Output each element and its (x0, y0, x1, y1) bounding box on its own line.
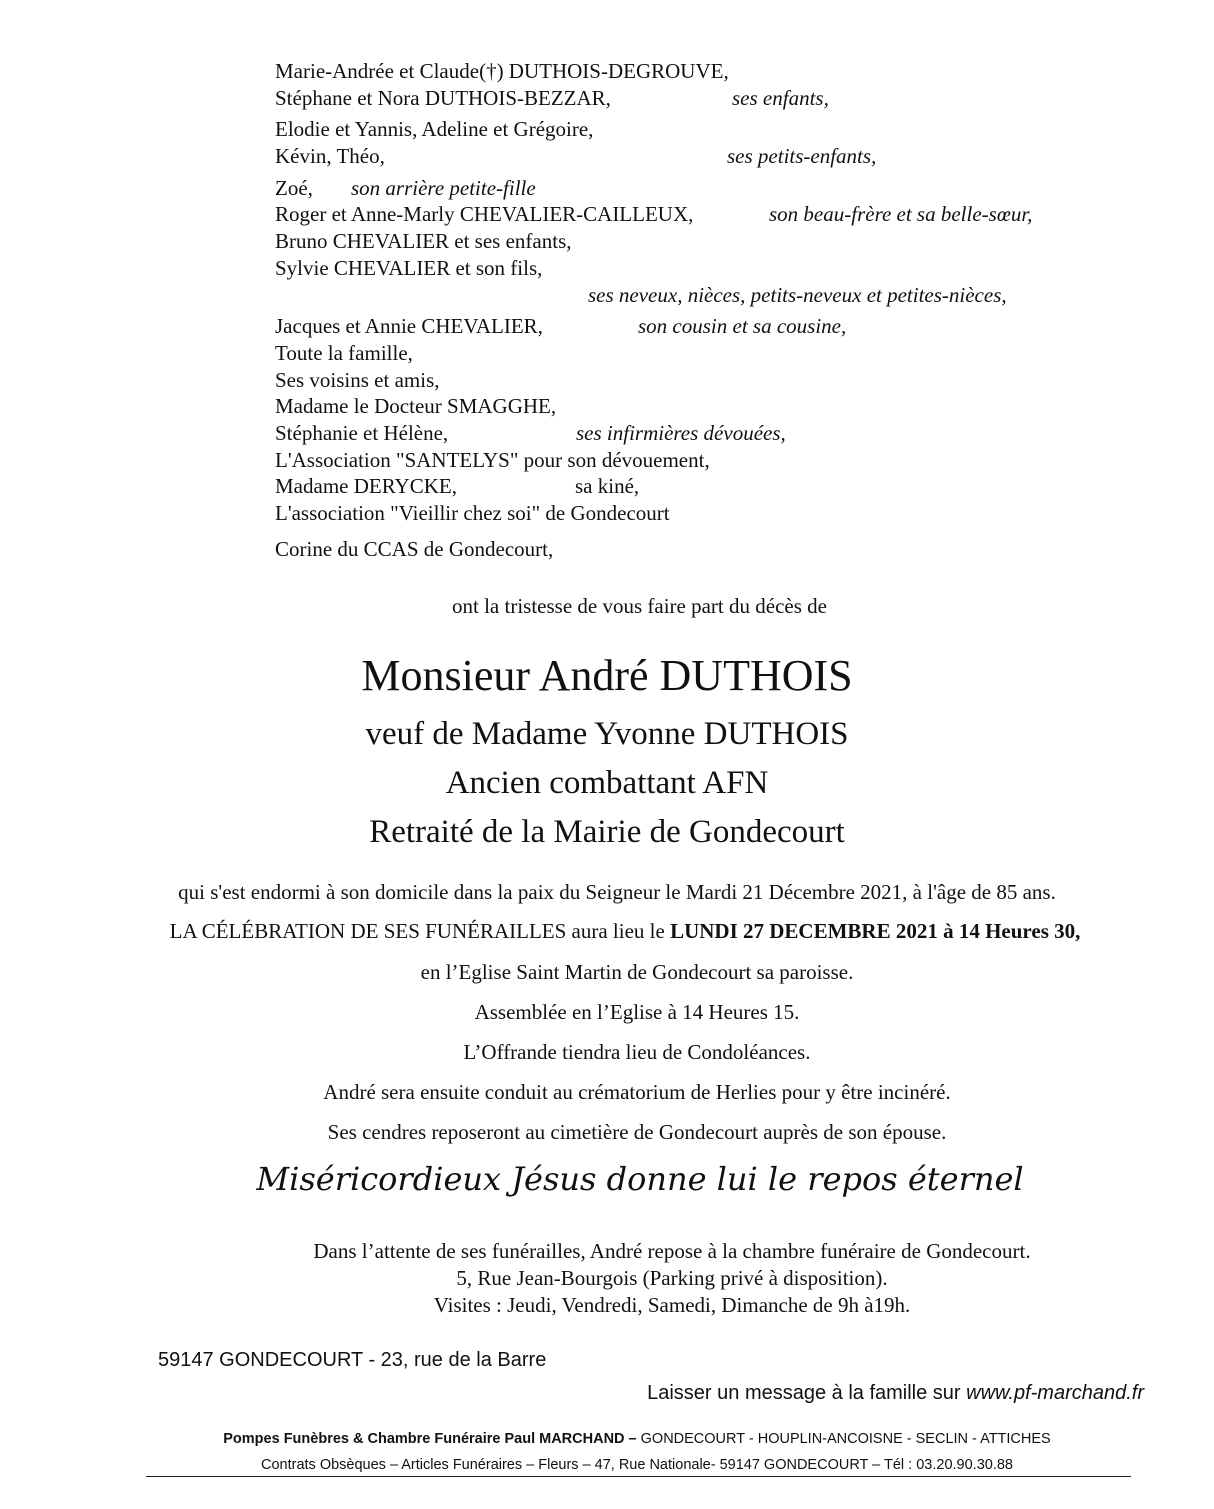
footer-divider (146, 1476, 1131, 1477)
family-role: son cousin et sa cousine, (638, 314, 847, 338)
family-line: Kévin, Théo, (275, 144, 385, 168)
deceased-line: Ancien combattant AFN (445, 765, 769, 801)
family-line: Marie-Andrée et Claude(†) DUTHOIS-DEGROUVE, (275, 59, 729, 83)
crematorium-details: André sera ensuite conduit au crématorium de Herlies pour y être incinéré. (323, 1080, 951, 1104)
celebration-details (0, 919, 1214, 944)
footer-company-name: Pompes Funèbres & Chambre Funéraire Paul MARCHAND – (223, 1431, 637, 1447)
deceased-line: Retraité de la Mairie de Gondecourt (369, 814, 845, 850)
visit-line: Visites : Jeudi, Vendredi, Samedi, Dimanche de 9h à19h. (433, 1293, 911, 1317)
family-line: Stéphanie et Hélène, (275, 421, 449, 445)
deceased-name: Monsieur André DUTHOIS (361, 651, 853, 700)
family-role: ses enfants, (732, 86, 829, 110)
family-role: son arrière petite-fille (351, 176, 536, 200)
family-line: Zoé, (275, 176, 313, 200)
announcement-text: ont la tristesse de vous faire part du décès de (452, 594, 827, 618)
visit-line: 5, Rue Jean-Bourgois (Parking privé à disposition). (456, 1266, 888, 1290)
celebration-text: LA CÉLÉBRATION DE SES FUNÉRAILLES aura lieu le (169, 919, 671, 943)
family-line: Madame DERYCKE, (275, 474, 457, 498)
family-line: Toute la famille, (275, 341, 413, 365)
family-line: Roger et Anne-Marly CHEVALIER-CAILLEUX, (275, 202, 694, 226)
message-line (647, 1382, 1144, 1405)
family-role: ses neveux, nièces, petits-neveux et petites-nièces, (588, 283, 1007, 307)
death-details: qui s'est endormi à son domicile dans la paix du Seigneur le Mardi 21 Décembre 2021, à l'âge de 85 ans. (178, 880, 1056, 904)
family-line: Sylvie CHEVALIER et son fils, (275, 256, 543, 280)
deceased-line: veuf de Madame Yvonne DUTHOIS (365, 716, 849, 752)
family-role: ses petits-enfants, (727, 144, 877, 168)
family-line: Bruno CHEVALIER et ses enfants, (275, 229, 572, 253)
family-role: ses infirmières dévouées, (576, 421, 786, 445)
footer-company (0, 1431, 1214, 1447)
visit-line: Dans l’attente de ses funérailles, André repose à la chambre funéraire de Gondecourt. (313, 1239, 1031, 1263)
prayer-text: Miséricordieux Jésus donne lui le repos éternel (256, 1160, 1024, 1198)
footer-company-towns: GONDECOURT - HOUPLIN-ANCOISNE - SECLIN - ATTICHES (636, 1431, 1051, 1447)
family-line: Corine du CCAS de Gondecourt, (275, 537, 554, 561)
family-line: Madame le Docteur SMAGGHE, (275, 394, 557, 418)
family-line: L'association "Vieillir chez soi" de Gondecourt (275, 501, 670, 525)
message-text: Laisser un message à la famille sur (647, 1382, 967, 1404)
assembly-details: Assemblée en l’Eglise à 14 Heures 15. (474, 1000, 800, 1024)
family-line: L'Association "SANTELYS" pour son dévouement, (275, 448, 710, 472)
family-line: Ses voisins et amis, (275, 368, 440, 392)
family-line: Elodie et Yannis, Adeline et Grégoire, (275, 117, 594, 141)
celebration-date: LUNDI 27 DECEMBRE 2021 à 14 Heures 30, (670, 919, 1081, 943)
church-details: en l’Eglise Saint Martin de Gondecourt sa paroisse. (420, 960, 854, 984)
family-line: Jacques et Annie CHEVALIER, (275, 314, 543, 338)
funeral-home-address: 59147 GONDECOURT - 23, rue de la Barre (158, 1349, 547, 1371)
offering-details: L’Offrande tiendra lieu de Condoléances. (463, 1040, 811, 1064)
ashes-details: Ses cendres reposeront au cimetière de Gondecourt auprès de son épouse. (327, 1120, 947, 1144)
website-link[interactable]: www.pf-marchand.fr (966, 1382, 1144, 1404)
footer-contracts: Contrats Obsèques – Articles Funéraires – Fleurs – 47, Rue Nationale- 59147 GONDECOURT – Tél : 03.20.90.30.88 (261, 1457, 1013, 1473)
family-role: son beau-frère et sa belle-sœur, (769, 202, 1033, 226)
family-role: sa kiné, (575, 474, 640, 498)
family-line: Stéphane et Nora DUTHOIS-BEZZAR, (275, 86, 611, 110)
